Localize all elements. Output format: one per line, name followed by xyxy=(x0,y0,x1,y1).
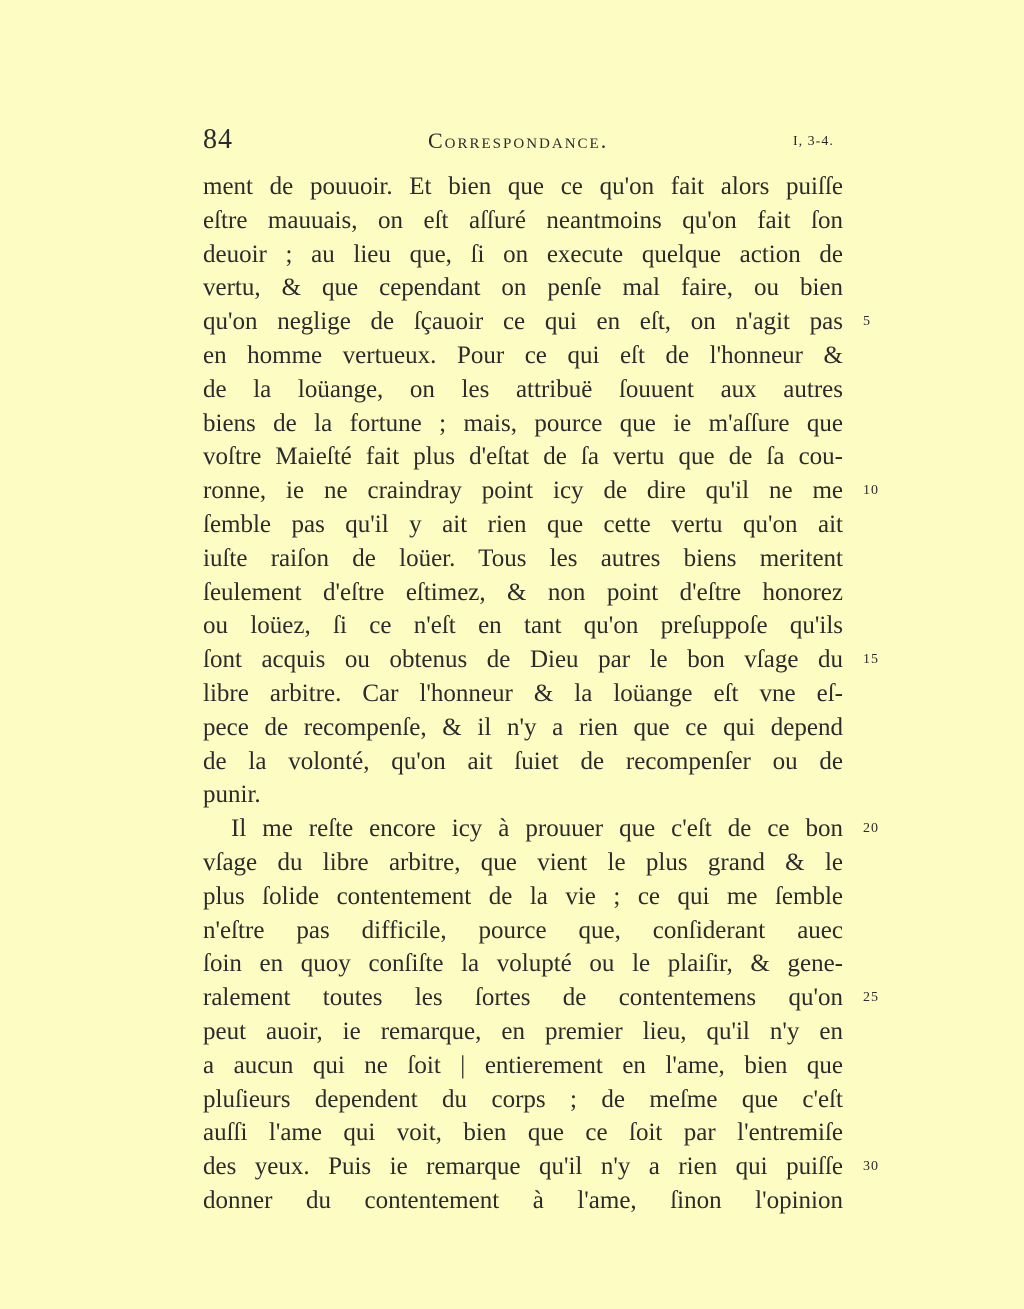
text-line xyxy=(203,305,871,339)
text-line xyxy=(203,677,843,711)
text-line xyxy=(203,339,843,373)
text-line xyxy=(203,1184,843,1218)
text-line xyxy=(203,609,843,643)
line-text: en homme vertueux. Pour ce qui eſt de l'honneur & xyxy=(203,341,843,369)
line-number: 15 xyxy=(863,652,879,668)
text-line xyxy=(203,474,879,508)
text-line xyxy=(203,745,843,779)
line-text: pece de recompenſe, & il n'y a rien que ce qui depend xyxy=(203,713,843,741)
running-title: Correspondance. xyxy=(428,128,609,153)
text-line xyxy=(203,271,843,305)
text-line xyxy=(203,880,843,914)
line-text: deuoir ; au lieu que, ſi on execute quelque action de xyxy=(203,240,843,268)
line-text: ſoin en quoy conſiſte la volupté ou le plaiſir, & gene- xyxy=(203,950,843,978)
line-text: a aucun qui ne ſoit | entierement en l'ame, bien que xyxy=(203,1051,843,1079)
text-line xyxy=(203,812,879,846)
line-text: biens de la fortune ; mais, pource que ie m'aſſure que xyxy=(203,409,843,437)
line-text: Il me reſte encore icy à prouuer que c'eſt de ce bon xyxy=(231,815,843,843)
line-text: eſtre mauuais, on eſt aſſuré neantmoins qu'on fait ſon xyxy=(203,206,843,234)
text-line xyxy=(203,204,843,238)
text-line xyxy=(203,170,843,204)
line-text: ſemble pas qu'il y ait rien que cette vertu qu'on ait xyxy=(203,510,843,538)
line-text: auſſi l'ame qui voit, bien que ce ſoit par l'entremiſe xyxy=(203,1119,843,1147)
text-line xyxy=(203,1049,843,1083)
text-line xyxy=(203,542,843,576)
text-line xyxy=(203,1116,843,1150)
line-text: iuſte raiſon de loüer. Tous les autres biens meritent xyxy=(203,544,843,572)
line-text: ſeulement d'eſtre eſtimez, & non point d'eſtre honorez xyxy=(203,578,843,606)
line-text: vertu, & que cependant on penſe mal faire, ou bien xyxy=(203,274,843,302)
text-line xyxy=(203,238,843,272)
line-text: punir. xyxy=(203,781,261,809)
line-text: vſage du libre arbitre, que vient le plus grand & le xyxy=(203,848,843,876)
text-line xyxy=(203,981,879,1015)
text-line xyxy=(203,711,843,745)
line-text: de la loüange, on les attribuë ſouuent aux autres xyxy=(203,375,843,403)
line-text: libre arbitre. Car l'honneur & la loüange eſt vne eſ- xyxy=(203,679,843,707)
line-text: peut auoir, ie remarque, en premier lieu, qu'il n'y en xyxy=(203,1017,843,1045)
text-line xyxy=(203,846,843,880)
running-reference: I, 3-4. xyxy=(793,134,834,149)
line-text: qu'on neglige de ſçauoir ce qui en eſt, on n'agit pas xyxy=(203,308,843,336)
body-text xyxy=(203,170,879,1218)
page-number: 84 xyxy=(203,124,233,155)
text-line xyxy=(203,373,843,407)
text-line xyxy=(203,914,843,948)
text-line xyxy=(203,508,843,542)
text-line xyxy=(203,407,843,441)
text-line xyxy=(203,1015,843,1049)
line-text: ronne, ie ne craindray point icy de dire qu'il ne me xyxy=(203,477,843,505)
text-line xyxy=(203,643,879,677)
line-text: des yeux. Puis ie remarque qu'il n'y a rien qui puiſſe xyxy=(203,1153,843,1181)
line-text: ou loüez, ſi ce n'eſt en tant qu'on preſuppoſe qu'ils xyxy=(203,612,843,640)
line-text: ment de pouuoir. Et bien que ce qu'on fait alors puiſſe xyxy=(203,173,843,200)
line-number: 25 xyxy=(863,990,879,1006)
running-head xyxy=(203,124,843,164)
text-line xyxy=(203,1083,843,1117)
line-number: 5 xyxy=(863,314,871,330)
line-text: donner du contentement à l'ame, ſinon l'opinion xyxy=(203,1186,843,1214)
line-text: n'eſtre pas difficile, pource que, conſiderant auec xyxy=(203,916,843,944)
line-number: 20 xyxy=(863,821,879,837)
line-number: 10 xyxy=(863,483,879,499)
text-line xyxy=(203,440,843,474)
line-text: plus ſolide contentement de la vie ; ce qui me ſemble xyxy=(203,882,843,910)
line-text: de la volonté, qu'on ait ſuiet de recompenſer ou de xyxy=(203,747,843,775)
line-text: ſont acquis ou obtenus de Dieu par le bon vſage du xyxy=(203,646,843,674)
text-line xyxy=(203,576,843,610)
line-text: pluſieurs dependent du corps ; de meſme que c'eſt xyxy=(203,1085,843,1113)
text-line xyxy=(203,947,843,981)
text-line xyxy=(203,1150,879,1184)
line-text: ralement toutes les ſortes de contentemens qu'on xyxy=(203,984,843,1012)
line-number: 30 xyxy=(863,1159,879,1175)
text-line xyxy=(203,778,843,812)
line-text: voſtre Maieſté fait plus d'eſtat de ſa vertu que de ſa cou- xyxy=(203,443,843,471)
